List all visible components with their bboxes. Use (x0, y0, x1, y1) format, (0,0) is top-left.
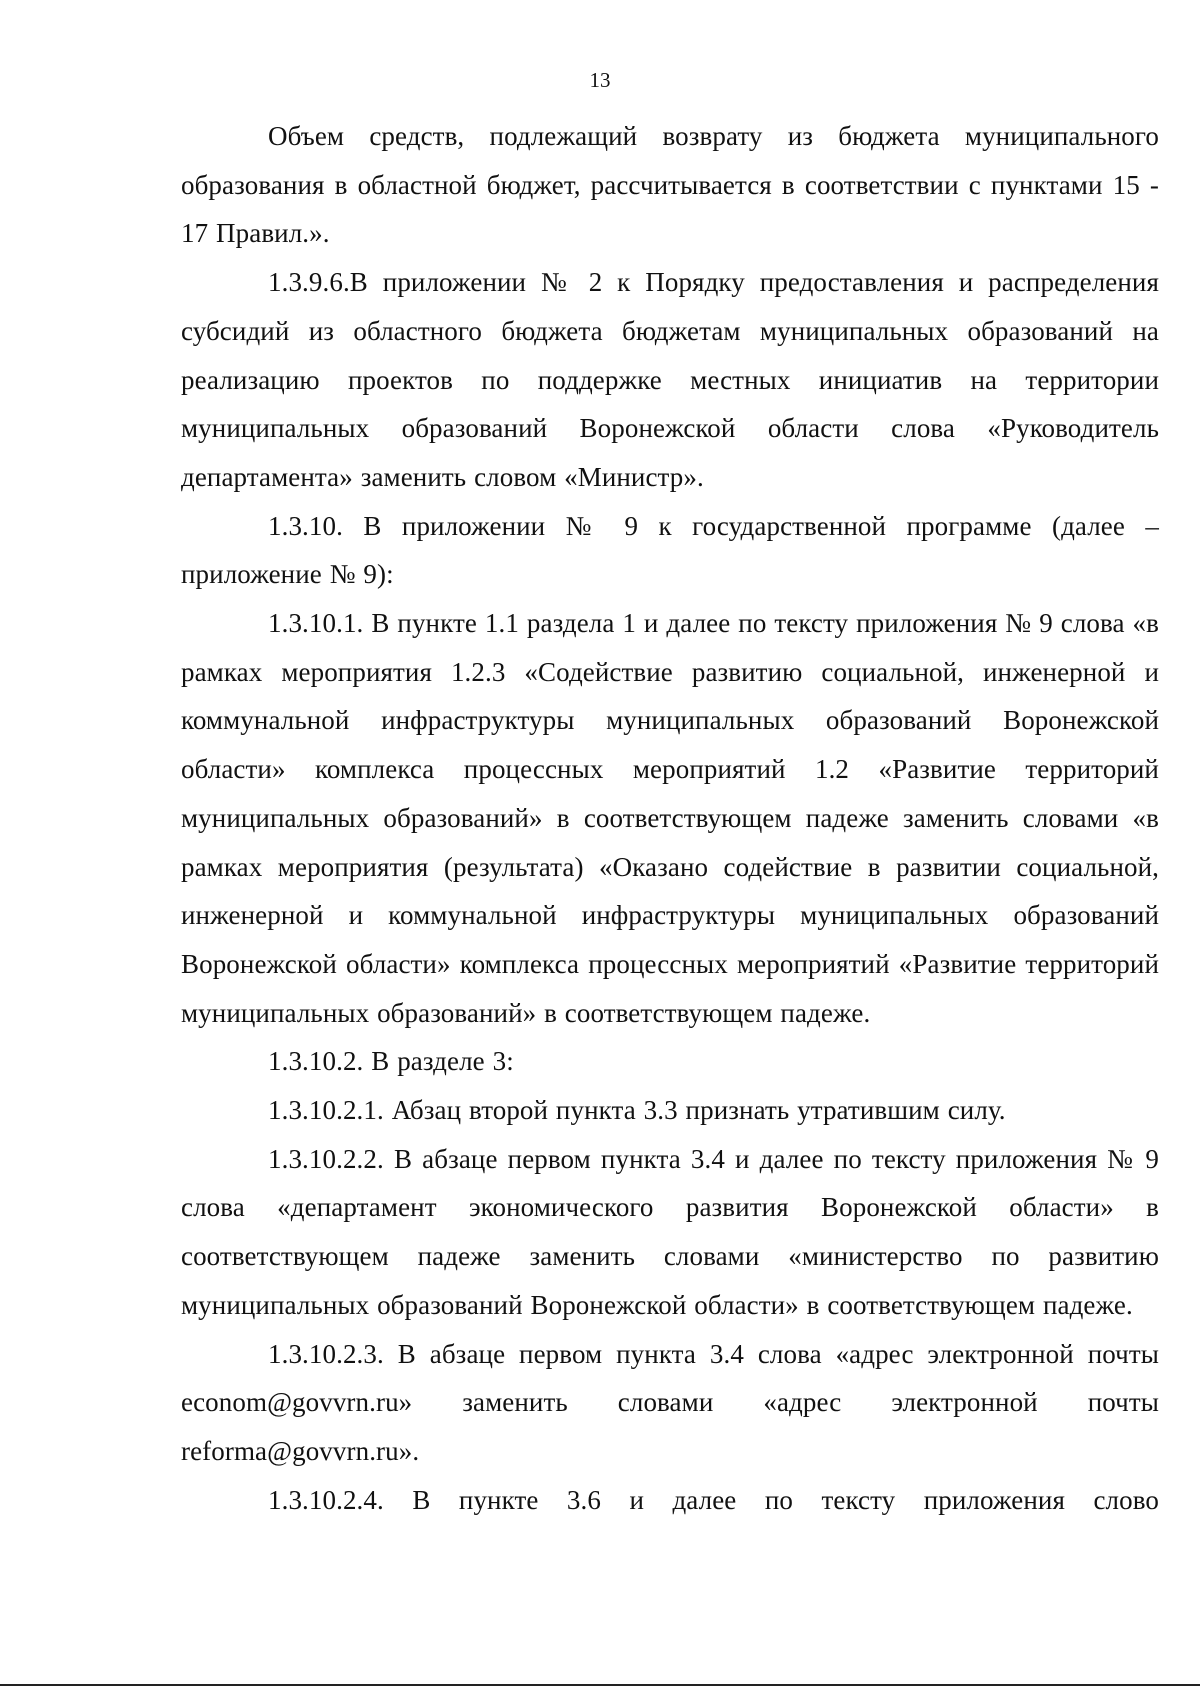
page-number: 13 (589, 68, 611, 92)
document-body (181, 112, 1159, 1524)
paragraph-1-3-10-2-1: 1.3.10.2.1. Абзац второй пункта 3.3 признать утратившим силу. (268, 1095, 1006, 1126)
paragraph-1-3-9-6: 1.3.9.6.В приложении № 2 к Порядку предоставления и распределения субсидий из областного бюджета бюджетам муниципальных образований на реализацию проектов по поддержке местных инициатив на территории муниципальных образований Воронежской области слова «Руководитель департамента» заменить словом «Министр». (181, 267, 1159, 492)
bottom-divider (0, 1684, 1200, 1686)
paragraph-return-of-funds: Объем средств, подлежащий возврату из бюджета муниципального образования в областной бюджет, рассчитывается в соответствии с пунктами 15 - 17 Правил.». (181, 121, 1159, 249)
paragraph-1-3-10-2-2: 1.3.10.2.2. В абзаце первом пункта 3.4 и далее по тексту приложения № 9 слова «департамент экономического развития Воронежской области» в соответствующем падеже заменить словами «министерство по развитию муниципальных образований Воронежской области» в соответствующем падеже. (181, 1143, 1159, 1320)
paragraph-1-3-10: 1.3.10. В приложении № 9 к государственной программе (далее – приложение № 9): (181, 510, 1159, 590)
paragraph-1-3-10-1: 1.3.10.1. В пункте 1.1 раздела 1 и далее по тексту приложения № 9 слова «в рамках мероприятия 1.2.3 «Содействие развитию социальной, инженерной и коммунальной инфраструктуры муниципальных образований Воронежской области» комплекса процессных мероприятий 1.2 «Развитие территорий муниципальных образований» в соответствующем падеже заменить словами «в рамках мероприятия (результата) «Оказано содействие в развитии социальной, инженерной и коммунальной инфраструктуры муниципальных образований Воронежской области» комплекса процессных мероприятий «Развитие территорий муниципальных образований» в соответствующем падеже. (181, 608, 1159, 1028)
paragraph-1-3-10-2-4: 1.3.10.2.4. В пункте 3.6 и далее по тексту приложения слово (268, 1484, 1159, 1515)
paragraph-1-3-10-2: 1.3.10.2. В разделе 3: (268, 1046, 514, 1077)
paragraph-1-3-10-2-3: 1.3.10.2.3. В абзаце первом пункта 3.4 слова «адрес электронной почты econom@govvrn.ru» заменить словами «адрес электронной почты reforma@govvrn.ru». (181, 1338, 1159, 1466)
